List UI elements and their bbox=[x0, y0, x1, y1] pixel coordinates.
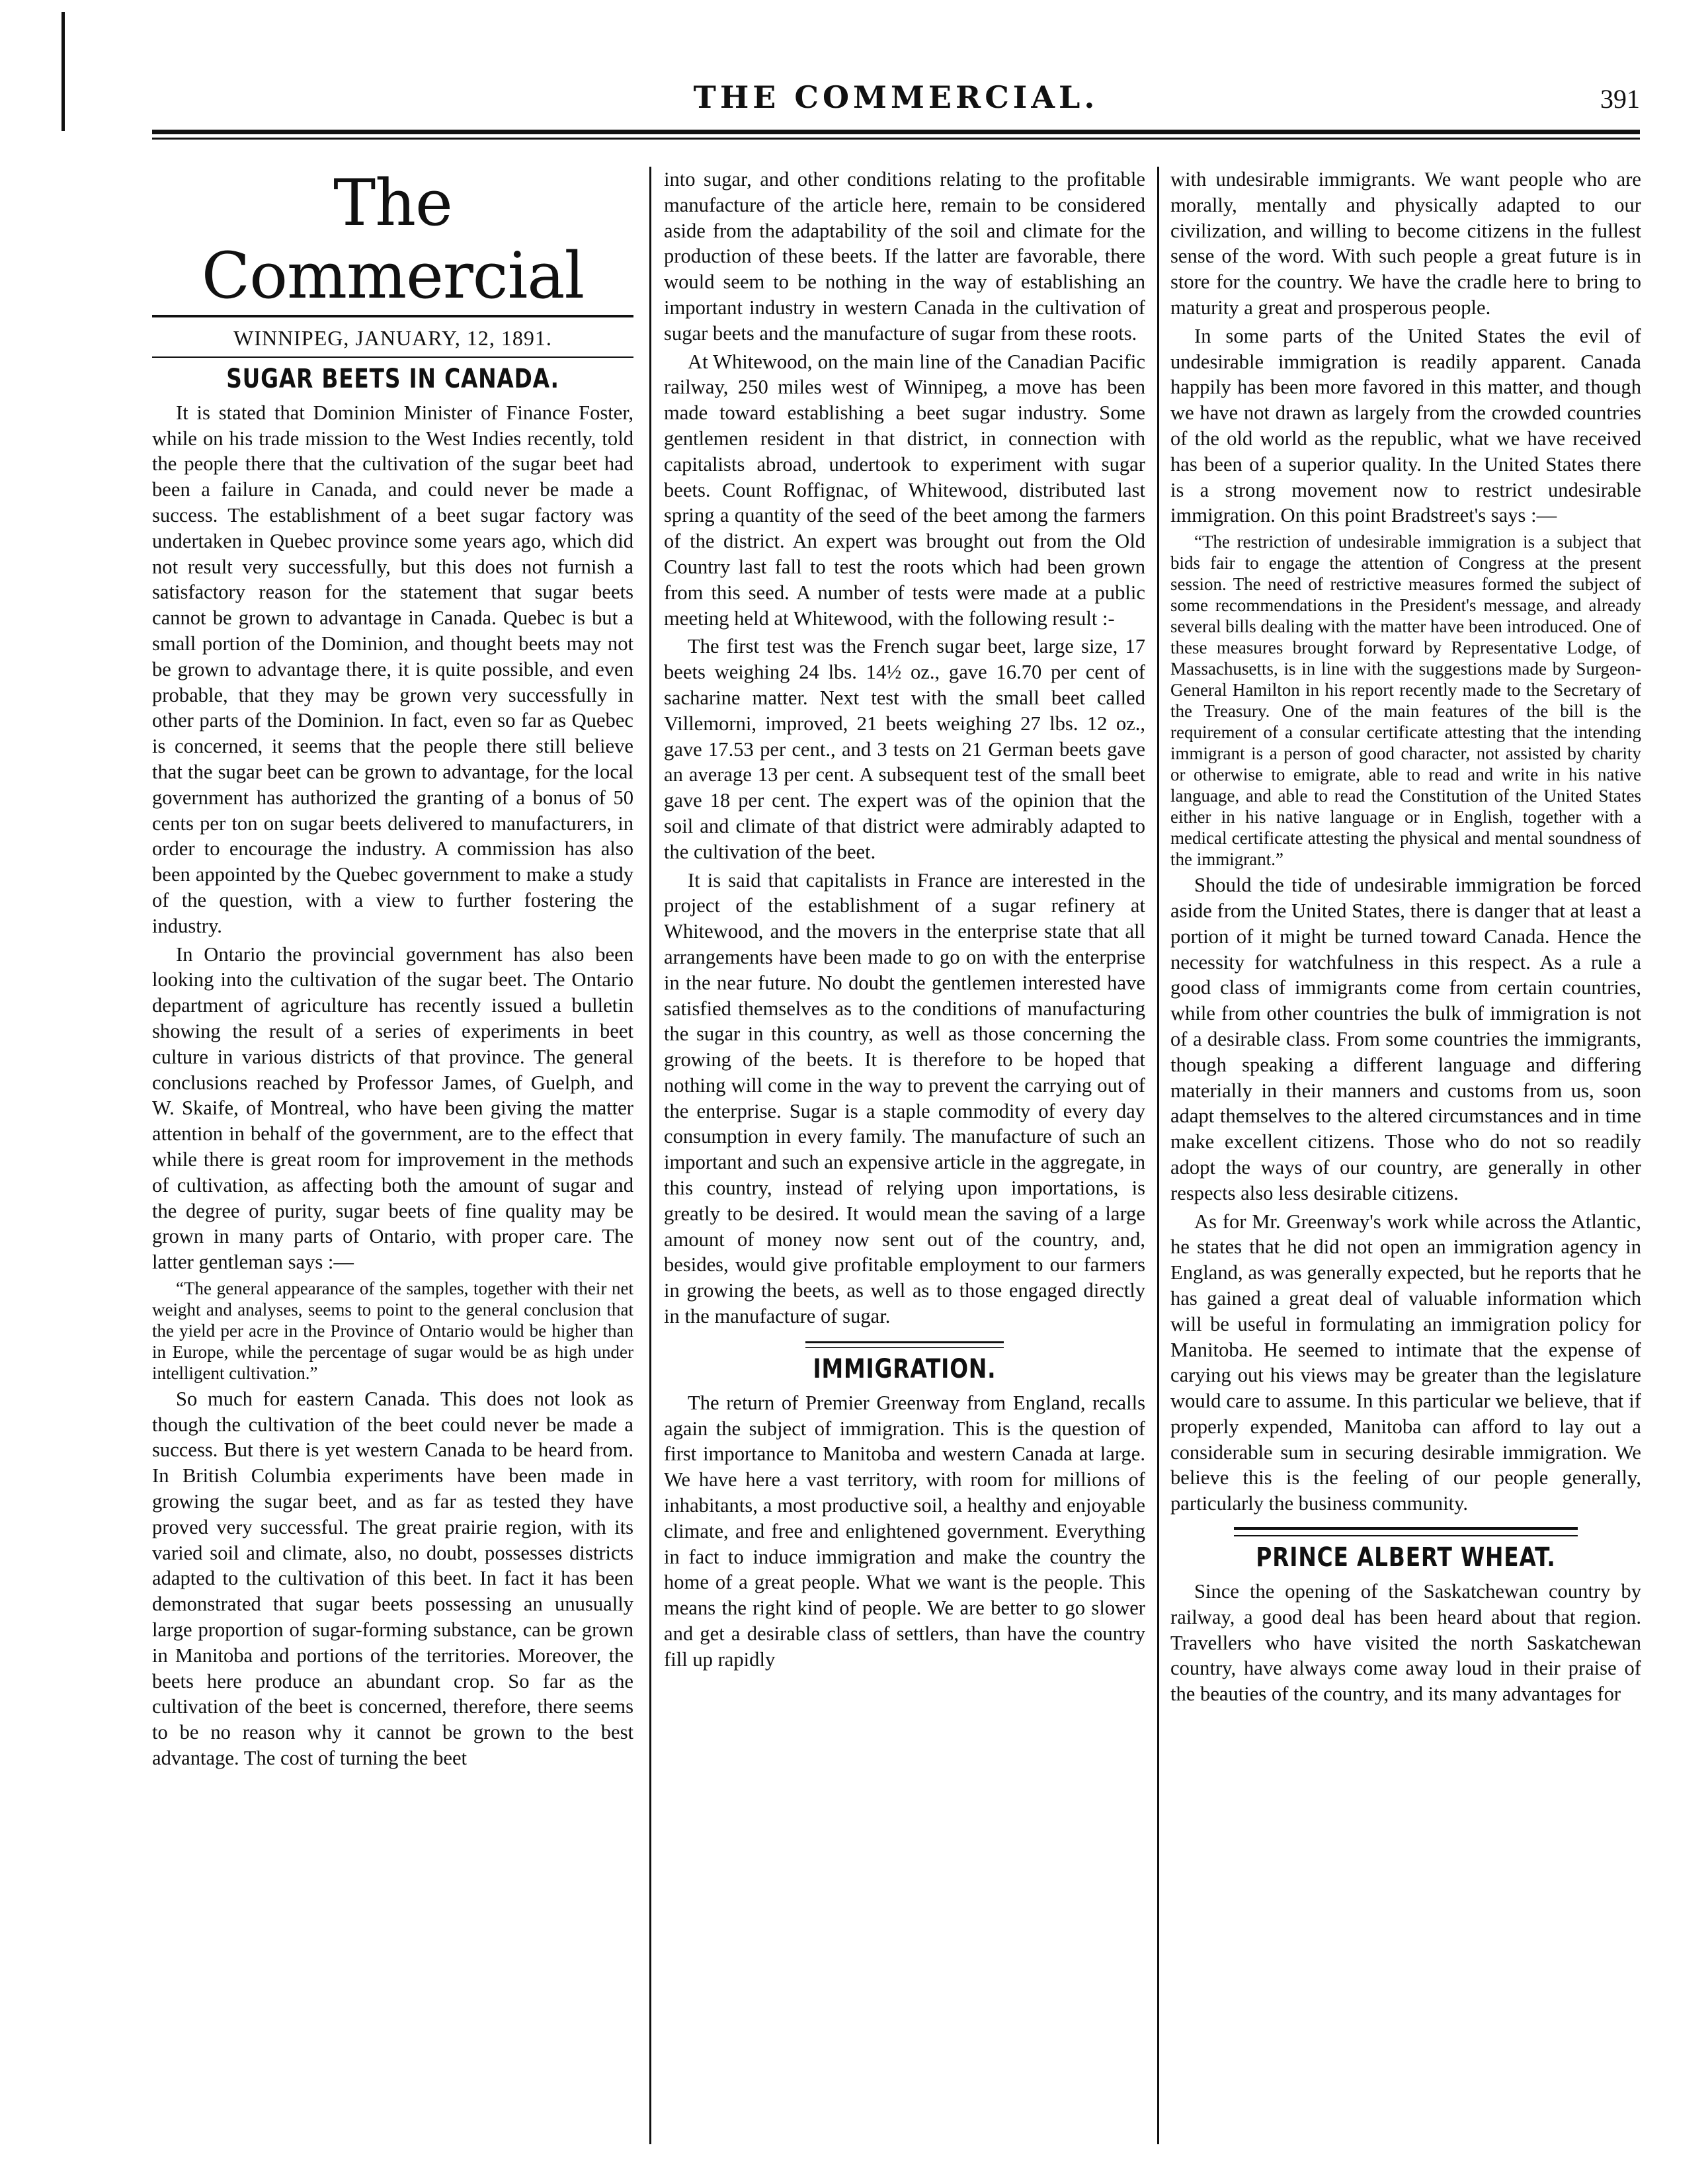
article-paragraph: It is said that capitalists in France are interested in the project of the establishment of a sugar refinery at Whitewood, and the movers in the enterprise state that all arrangements have been made to go on with the enterprise in the near future. No doubt the gentlemen interested have satisfied themselves as to the conditions of manufacturing the sugar in this country, as well as those concerning the growing of the beets. It is therefore to be hoped that nothing will come in the way to prevent the carrying out of the enterprise. Sugar is a staple commodity of every day consumption in every family. The manufacture of such an important and such an expensive article in the aggregate, in this country, instead of relying upon importations, is greatly to be desired. It would mean the saving of a large amount of money now sent out of the country, and, besides, would give profitable employment to our farmers in growing the beets, as well as to those engaged directly in the manufacture of sugar. bbox=[664, 868, 1145, 1328]
header-rule-thick bbox=[152, 130, 1640, 134]
article-paragraph: In some parts of the United States the evil of undesirable immigration is readily apparent. Canada happily has been more favored in this matter, and though we have not drawn as largely from the crowded countries of the old world as the republic, what we have received has been of a superior quality. In the United States there is a strong movement now to restrict undesirable immigration. On this point Bradstreet's says :— bbox=[1170, 324, 1641, 527]
headline-prince-albert-wheat: PRINCE ALBERT WHEAT. bbox=[1256, 1542, 1556, 1573]
article-paragraph: The return of Premier Greenway from England, recalls again the subject of immigration. This is the question of first importance to Manitoba and western Canada at large. We have here a vast territory, with room for millions of inhabitants, a most productive soil, a healthy and enjoyable climate, and free and enlightened government. Everything in fact to induce immigration and make the country the home of a great people. What we want is the people. This means the right kind of people. We are better to go slower and get a desirable class of settlers, than have the country fill up rapidly bbox=[664, 1391, 1145, 1671]
dateline: WINNIPEG, JANUARY, 12, 1891. bbox=[233, 326, 552, 350]
article-paragraph: Should the tide of undesirable immigration be forced aside from the United States, there is danger that at least a portion of it might be turned toward Canada. Hence the necessity for watchfulness in this respect. As a rule a good class of immigrants come from certain countries, while from other countries the bulk of immigration is not of a desirable class. From some countries the immigrants, though speaking a different language and differing materially in their manners and customs from us, soon adapt themselves to the altered circumstances and in time make excellent citizens. Those who do not so readily adopt the ways of our country, are generally in other respects also less desirable citizens. bbox=[1170, 874, 1641, 1204]
dateline-box bbox=[152, 315, 633, 358]
headline-sugar-beets: SUGAR BEETS IN CANADA. bbox=[226, 363, 559, 394]
column-1 bbox=[152, 167, 633, 1771]
page-bottom-margin bbox=[0, 2146, 1708, 2174]
header-rule-thin bbox=[152, 138, 1640, 140]
scan-edge-mark bbox=[61, 12, 65, 131]
article-paragraph: Since the opening of the Saskatchewan country by railway, a good deal has been heard about that region. Travellers who have visited the north Saskatchewan country, have always come away loud in their praise of the beauties of the country, and its many advantages for bbox=[1170, 1580, 1641, 1706]
column-2 bbox=[664, 167, 1145, 1673]
article-paragraph: The first test was the French sugar beet, large size, 17 beets weighing 24 lbs. 14½ oz., gave 16.70 per cent of sacharine matter. Next test with the small beet called Villemorni, improved, 21 beets weighing 27 lbs. 12 oz., gave 17.53 per cent., and 3 tests on 21 German beets gave an average 13 per cent. A subsequent test of the small beet gave 18 per cent. The expert was of the opinion that the soil and climate of that district were admirably adapted to the cultivation of the beet. bbox=[664, 635, 1145, 863]
article-paragraph: into sugar, and other conditions relating to the profitable manufacture of the article here, remain to be considered aside from the adaptability of the soil and climate for the production of these beets. If the latter are favorable, there would seem to be nothing in the way of establishing an important industry in western Canada in the cultivation of sugar beets and the manufacture of sugar from these roots. bbox=[664, 168, 1145, 345]
column-rule-1 bbox=[649, 167, 651, 2144]
section-divider bbox=[805, 1341, 1004, 1348]
article-paragraph: In Ontario the provincial government has also been looking into the cultivation of the sugar beet. The Ontario department of agriculture has recently issued a bulletin showing the result of a series of experiments in beet culture in various districts of that province. The general conclusions reached by Professor James, of Guelph, and W. Skaife, of Montreal, who have been giving the matter attention in behalf of the government, are to the effect that while there is great room for improvement in the methods of cultivation, as affecting both the amount of sugar and the degree of purity, sugar beets of fine quality may be grown in many parts of Ontario, with proper care. The latter gentleman says :— bbox=[152, 942, 633, 1274]
page-number: 391 bbox=[1600, 84, 1640, 114]
article-paragraph: with undesirable immigrants. We want people who are morally, mentally and physically adapted to our civilization, and willing to become citizens in the fullest sense of the word. With such people a great future is in store for the country. We have the cradle here to bring to maturity a great and prosperous people. bbox=[1170, 168, 1641, 319]
running-head bbox=[152, 79, 1640, 126]
article-paragraph: At Whitewood, on the main line of the Canadian Pacific railway, 250 miles west of Winnipeg, a move has been made toward establishing a beet sugar industry. Some gentlemen resident in that district, in connection with capitalists abroad, undertook to experiment with sugar beets. Count Roffignac, of Whitewood, distributed last spring a quantity of the seed of the beet among the farmers of the district. An expert was brought out from the Old Country last fall to test the roots which had been grown from this seed. A number of tests were made at a public meeting held at Whitewood, with the following result :- bbox=[664, 350, 1145, 630]
article-paragraph: As for Mr. Greenway's work while across the Atlantic, he states that he did not open an immigration agency in England, as was generally expected, but he reports that he has gained a great deal of valuable information which will be useful in formulating an immigration policy for Manitoba. He seemed to intimate that the expense of carying out his views may be greater than the legislature would care to assume. In this particular we believe, that if properly expended, Manitoba can afford to lay out a considerable sum in securing desirable immigration. We believe this is the feeling of our people generally, particularly the business community. bbox=[1170, 1210, 1641, 1515]
block-quote: “The restriction of undesirable immigration is a subject that bids fair to engage the attention of Congress at the present session. The need of restrictive measures formed the subject of some recommendations in the President's message, and already several bills dealing with the matter have been introduced. One of these measures brought forward by Representative Lodge, of Massachusetts, is in line with the suggestions made by Surgeon-General Hamilton in his report recently made to the Secretary of the Treasury. One of the main features of the bill is the requirement of a consular certificate attesting that the intending immigrant is a person of good character, not assisted by charity or otherwise to emigrate, able to read and write in his native language, and able to read the Constitution of the United States either in his native language or in English, together with a medical certificate attesting the physical and mental soundness of the immigrant.” bbox=[1170, 532, 1641, 870]
column-rule-2 bbox=[1157, 167, 1159, 2144]
article-paragraph: So much for eastern Canada. This does not look as though the cultivation of the beet could never be made a success. But there is yet western Canada to be heard from. In British Columbia experiments have been made in growing the sugar beet, and as far as tested they have proved very successful. The great prairie region, with its varied soil and climate, also, no doubt, possesses districts adapted to the cultivation of this beet. In fact it has been demonstrated that sugar beets possessing an unusually large proportion of sugar-forming substance, can be grown in Manitoba and portions of the territories. Moreover, the beets here produce an abundant crop. So far as the cultivation of the beet is concerned, therefore, there seems to be no reason why it cannot be grown to the best advantage. The cost of turning the beet bbox=[152, 1387, 633, 1770]
paper-title: The Commercial bbox=[201, 166, 585, 313]
section-divider bbox=[1234, 1527, 1578, 1536]
headline-immigration: IMMIGRATION. bbox=[813, 1353, 996, 1384]
column-3 bbox=[1170, 167, 1641, 1707]
block-quote: “The general appearance of the samples, together with their net weight and analyses, seems to point to the general conclusion that the yield per acre in the Province of Ontario would be higher than in Europe, while the percentage of sugar would be as high under intelligent cultivation.” bbox=[152, 1278, 633, 1383]
running-masthead: THE COMMERCIAL. bbox=[693, 79, 1099, 115]
article-paragraph: It is stated that Dominion Minister of Finance Foster, while on his trade mission to the West Indies recently, told the people there that the cultivation of the sugar beet had been a failure in Canada, and could never be made a success. The establishment of a beet sugar factory was undertaken in Quebec province some years ago, which did not result very successfully, but this does not furnish a satisfactory reason for the statement that sugar beets cannot be grown to advantage in Canada. Quebec is but a small portion of the Dominion, and thought beets may not be grown to advantage there, it is quite possible, and even probable, that they may be grown very successfully in other parts of the Dominion. In fact, even so far as Quebec is concerned, it seems that the people there still believe that the sugar beet can be grown to advantage, for the local government has authorized the granting of a bonus of 50 cents per ton on sugar beets delivered to manufacturers, in order to encourage the industry. A commission has also been appointed by the Quebec government to make a study of the question, with a view to further fostering the industry. bbox=[152, 401, 633, 937]
